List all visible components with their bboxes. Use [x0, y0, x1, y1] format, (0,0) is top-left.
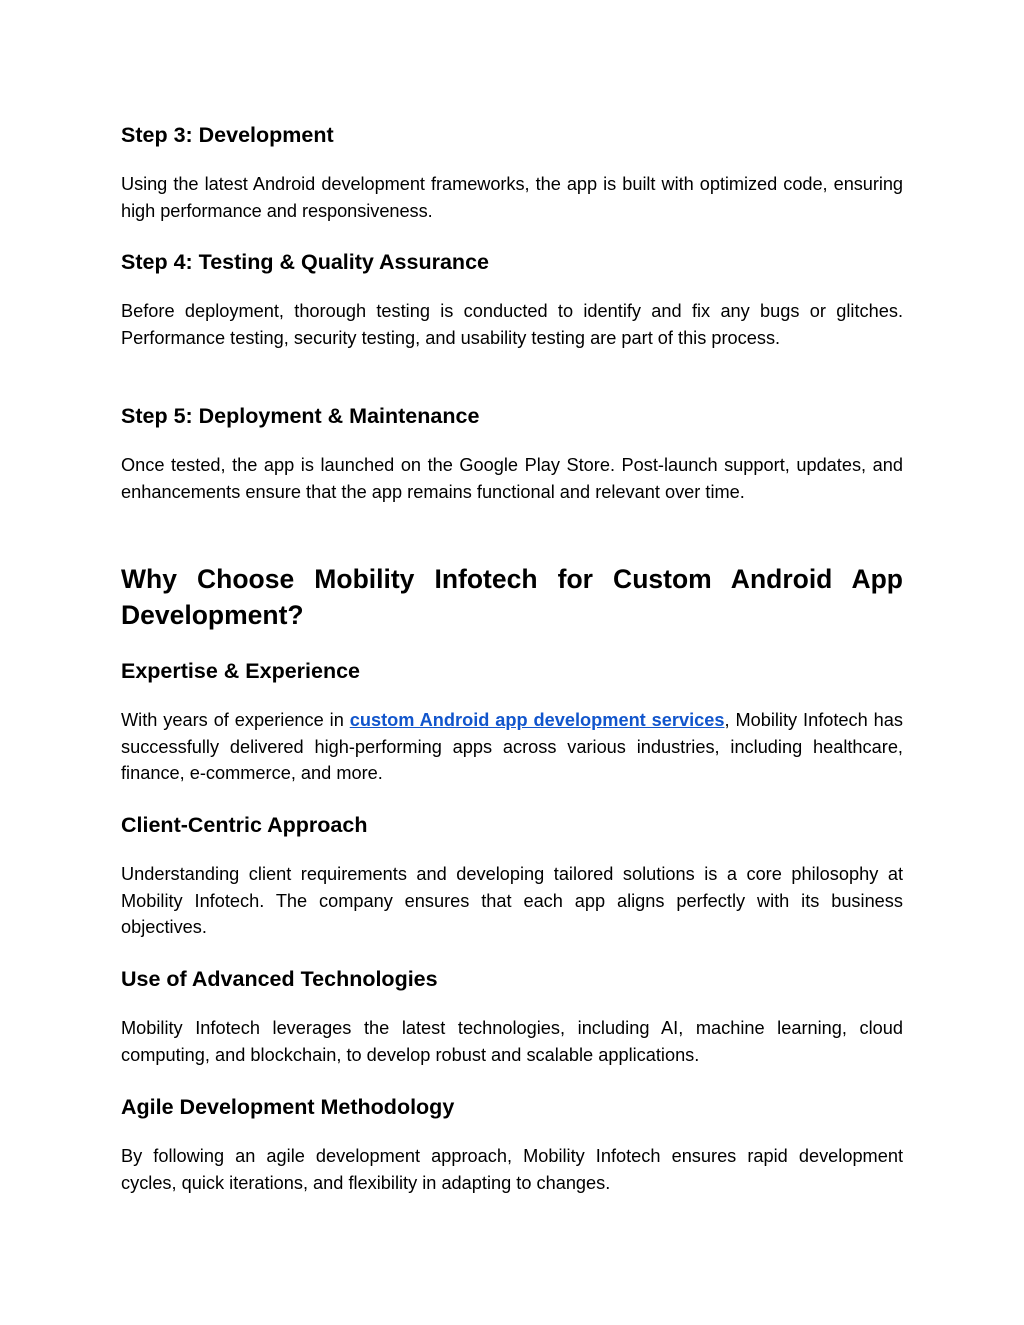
expertise-heading: Expertise & Experience	[121, 659, 361, 683]
step3-paragraph: Using the latest Android development frameworks, the app is built with optimized code, ensuring high performance and responsiveness.	[121, 174, 903, 221]
client-centric-paragraph: Understanding client requirements and developing tailored solutions is a core philosophy at Mobility Infotech. The company ensures that each app aligns perfectly with its business objectives.	[121, 864, 903, 938]
client-centric-heading: Client-Centric Approach	[121, 813, 368, 837]
step5-heading: Step 5: Deployment & Maintenance	[121, 404, 480, 428]
advanced-tech-paragraph: Mobility Infotech leverages the latest technologies, including AI, machine learning, cloud computing, and blockchain, to develop robust and scalable applications.	[121, 1018, 903, 1065]
agile-paragraph: By following an agile development approach, Mobility Infotech ensures rapid development cycles, quick iterations, and flexibility in adapting to changes.	[121, 1146, 903, 1193]
step5-paragraph: Once tested, the app is launched on the Google Play Store. Post-launch support, updates, and enhancements ensure that the app remains functional and relevant over time.	[121, 455, 903, 502]
expertise-paragraph	[121, 707, 903, 787]
expertise-text-after-link: , Mobility Infotech has successfully delivered high-performing apps across various industries, including healthcare, finance, e-commerce, and more.	[121, 710, 903, 784]
advanced-tech-heading: Use of Advanced Technologies	[121, 967, 438, 991]
step3-heading: Step 3: Development	[121, 123, 334, 147]
agile-heading: Agile Development Methodology	[121, 1095, 455, 1119]
step4-paragraph: Before deployment, thorough testing is conducted to identify and fix any bugs or glitches. Performance testing, security testing, and usability testing are part of this process.	[121, 301, 903, 348]
why-choose-heading	[121, 561, 903, 633]
expertise-text-before-link: With years of experience in	[121, 710, 350, 730]
why-choose-heading-line-1: Why Choose Mobility Infotech for Custom Android App	[121, 564, 903, 594]
step4-heading: Step 4: Testing & Quality Assurance	[121, 250, 489, 274]
custom-android-services-link[interactable]: custom Android app development services	[349, 710, 725, 730]
why-choose-heading-line-2: Development?	[121, 600, 304, 630]
